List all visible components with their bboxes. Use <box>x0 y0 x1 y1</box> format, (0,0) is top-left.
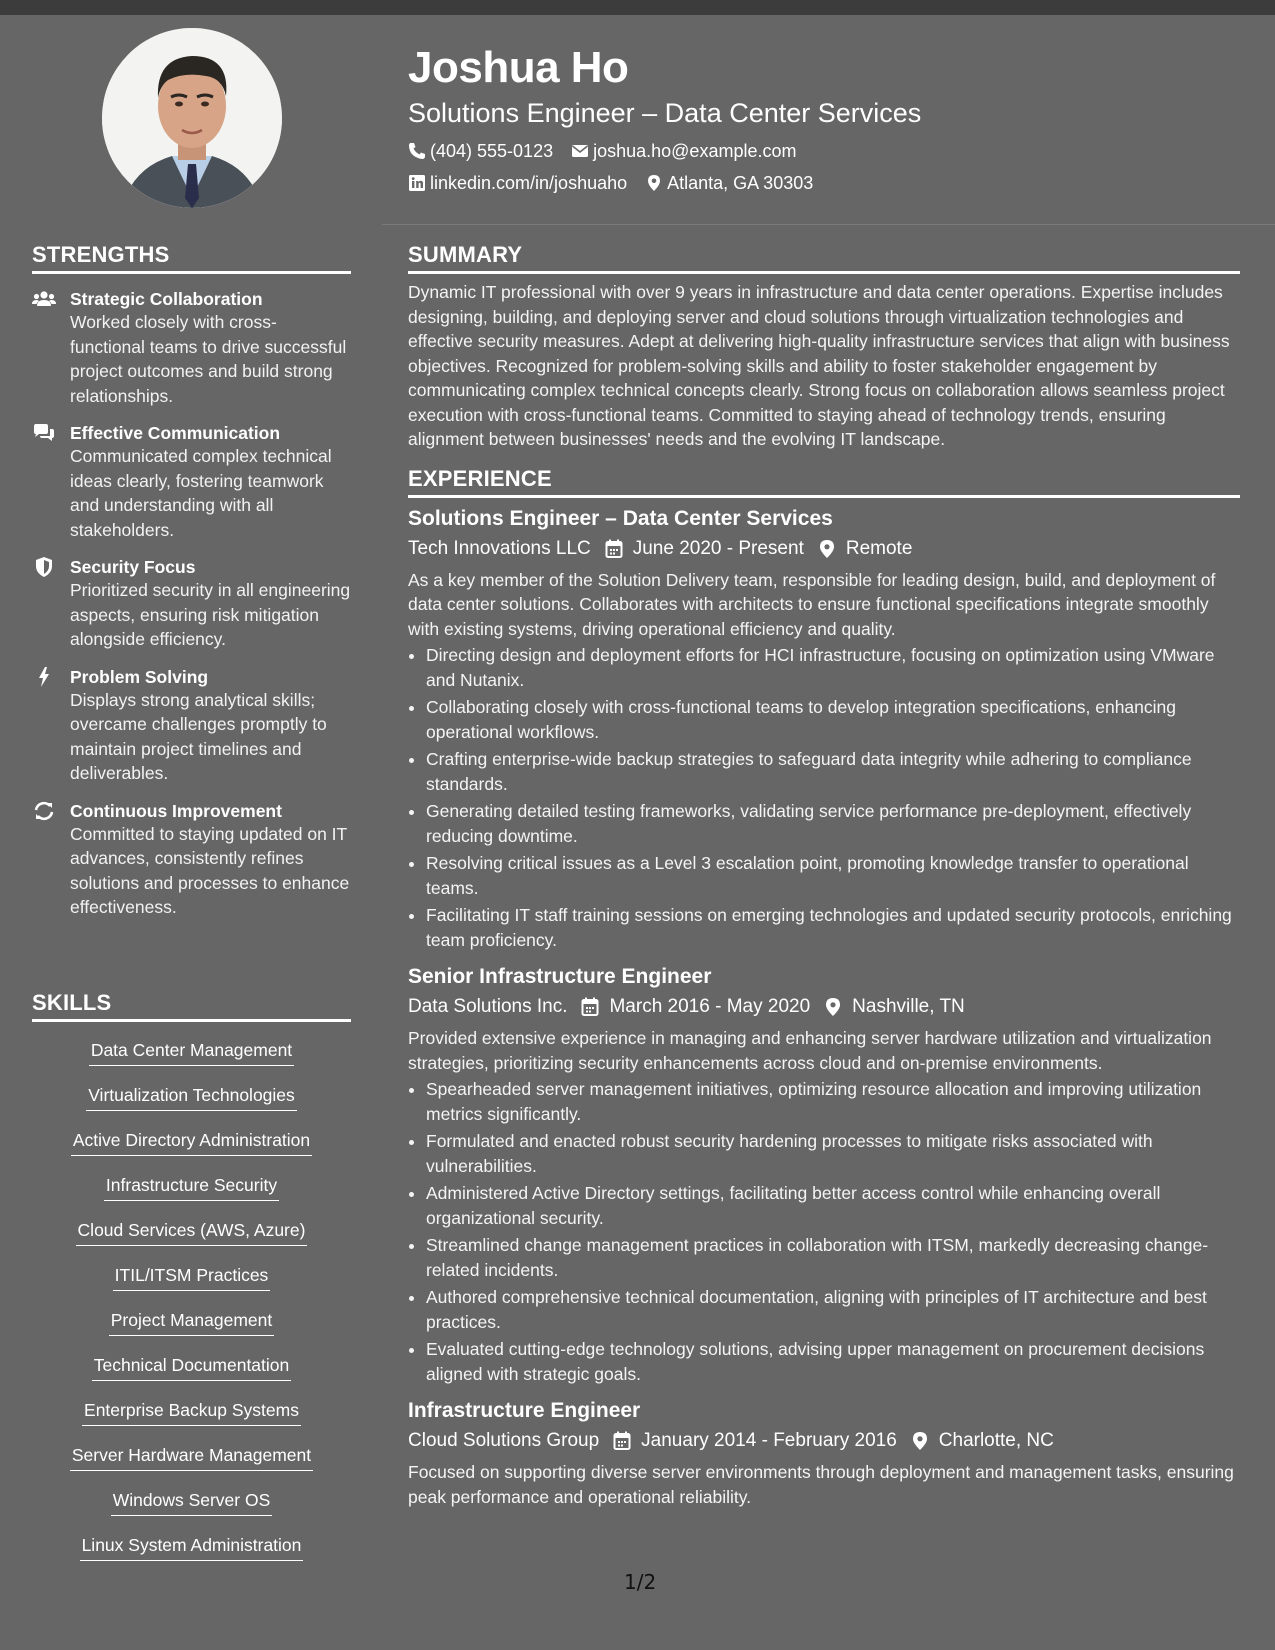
strength-description: Committed to staying updated on IT advances, consistently refines solutions and processes to enhance effectiveness. <box>70 823 350 917</box>
comments-icon <box>32 423 56 443</box>
page-number: 1/2 <box>624 1570 657 1594</box>
job-bullet: • Spearheaded server management initiatives, optimizing resource allocation and improving utilization metrics significantly. <box>426 1077 1240 1126</box>
summary-text: Dynamic IT professional with over 9 years in infrastructure and data center operations. Expertise includes designing, building, and deploying server and cloud solutions through virtualization technologies and effective security measures. Adept at delivering high-quality infrastructure services that align with business objectives. Recognized for problem-solving skills and ability to foster stakeholder engagement by communicating complex technical concepts clearly. Strong focus on collaboration allows seamless project execution with cross-functional teams. Committed to staying ahead of technology trends, ensuring alignment between businesses' needs and the evolving IT landscape. <box>408 282 1230 449</box>
skill-item <box>32 1488 351 1533</box>
phone-icon <box>408 142 426 160</box>
job-dates: June 2020 - Present <box>632 537 804 559</box>
skill-label: Server Hardware Management <box>70 1443 313 1471</box>
job-dates: March 2016 - May 2020 <box>609 996 811 1017</box>
strength-description: Prioritized security in all engineering aspects, ensuring risk mitigation alongside efficiency. <box>70 580 351 649</box>
skill-label: Project Management <box>109 1308 274 1336</box>
job-description: Focused on supporting diverse server environments through deployment and management tasks, ensuring peak performance and operational reliability. <box>408 1462 1234 1507</box>
skill-label: Windows Server OS <box>111 1488 273 1516</box>
skill-label: Data Center Management <box>89 1038 294 1066</box>
skills-section <box>32 990 351 1578</box>
job-company: Data Solutions Inc. <box>408 996 568 1017</box>
calendar-icon <box>613 1431 631 1451</box>
job-bullet: • Facilitating IT staff training sessions on emerging technologies and updated security protocols, enriching team proficiency. <box>426 903 1240 952</box>
strength-item <box>32 556 351 652</box>
skill-label: Linux System Administration <box>80 1533 304 1561</box>
users-icon <box>32 289 56 309</box>
email-contact[interactable] <box>571 140 796 162</box>
strength-item <box>32 800 351 920</box>
phone-contact <box>408 140 553 162</box>
job-bullet: • Authored comprehensive technical documentation, aligning with principles of IT architecture and best practices. <box>426 1285 1240 1334</box>
skill-item <box>32 1038 351 1083</box>
linkedin-text: linkedin.com/in/joshuaho <box>430 173 628 193</box>
skill-label: Virtualization Technologies <box>86 1083 297 1111</box>
skill-item <box>32 1128 351 1173</box>
summary-heading: SUMMARY <box>408 242 1240 274</box>
contact-row <box>408 140 1238 162</box>
job-bullet: • Formulated and enacted robust security hardening processes to mitigate risks associated with vulnerabilities. <box>426 1129 1240 1178</box>
email-text: joshua.ho@example.com <box>593 141 797 161</box>
strength-title: Security Focus <box>70 557 196 577</box>
job-company: Tech Innovations LLC <box>408 537 591 559</box>
map-pin-icon <box>911 1431 929 1451</box>
envelope-icon <box>571 142 589 160</box>
strength-title: Continuous Improvement <box>70 800 282 821</box>
map-pin-icon <box>645 174 663 192</box>
experience-entry <box>408 964 1240 1386</box>
calendar-icon <box>605 539 623 559</box>
strength-title: Problem Solving <box>70 666 209 687</box>
linkedin-contact[interactable] <box>408 172 627 194</box>
job-bullet: • Resolving critical issues as a Level 3 escalation point, promoting knowledge transfer to operational teams. <box>426 851 1240 900</box>
shield-icon <box>32 557 56 577</box>
candidate-title: Solutions Engineer – Data Center Services <box>408 98 922 128</box>
calendar-icon <box>581 997 599 1017</box>
contact-row <box>408 172 1238 194</box>
skills-heading: SKILLS <box>32 990 351 1022</box>
job-bullet: • Evaluated cutting-edge technology solutions, advising upper management on procurement decisions aligned with strategic goals. <box>426 1337 1240 1386</box>
experience-heading: EXPERIENCE <box>408 466 1240 498</box>
bolt-icon <box>32 667 56 687</box>
job-bullet: • Collaborating closely with cross-functional teams to develop integration specifications, enhancing operational workflows. <box>426 695 1240 744</box>
skill-label: Cloud Services (AWS, Azure) <box>76 1218 308 1246</box>
strengths-section <box>32 242 351 920</box>
job-role: Senior Infrastructure Engineer <box>408 965 712 988</box>
job-role: Solutions Engineer – Data Center Services <box>408 506 833 530</box>
resume-header <box>408 40 1238 194</box>
job-role: Infrastructure Engineer <box>408 1399 641 1422</box>
strength-title: Effective Communication <box>70 423 281 443</box>
job-bullet: • Crafting enterprise-wide backup strategies to safeguard data integrity while adhering to compliance standards. <box>426 747 1240 796</box>
map-pin-icon <box>818 539 836 559</box>
map-pin-icon <box>824 997 842 1017</box>
strength-item <box>32 422 351 542</box>
job-company: Cloud Solutions Group <box>408 1430 600 1451</box>
job-location: Nashville, TN <box>852 996 965 1017</box>
job-description: Provided extensive experience in managing and enhancing server hardware utilization and virtualization strategies, prioritizing security enhancements across cloud and on-premise environments. <box>408 1028 1212 1073</box>
job-bullet: • Generating detailed testing frameworks, validating service performance pre-deployment, effectively reducing downtime. <box>426 799 1240 848</box>
skill-label: Technical Documentation <box>92 1353 292 1381</box>
job-bullet: • Administered Active Directory settings, facilitating better access control while enhancing overall organizational security. <box>426 1181 1240 1230</box>
header-divider <box>382 224 1275 225</box>
phone-text: (404) 555-0123 <box>430 141 554 161</box>
skill-item <box>32 1083 351 1128</box>
experience-entry <box>408 506 1240 953</box>
skill-item <box>32 1263 351 1308</box>
strength-description: Worked closely with cross-functional teams to drive successful project outcomes and build strong relationships. <box>70 312 347 406</box>
skill-item <box>32 1398 351 1443</box>
candidate-name: Joshua Ho <box>408 43 629 92</box>
skill-item <box>32 1353 351 1398</box>
location-contact <box>645 172 813 194</box>
linkedin-icon <box>408 174 426 192</box>
skill-label: Enterprise Backup Systems <box>82 1398 301 1426</box>
strength-item <box>32 288 351 408</box>
skill-item <box>32 1443 351 1488</box>
job-bullet: • Directing design and deployment efforts for HCI infrastructure, focusing on optimization using VMware and Nutanix. <box>426 643 1240 692</box>
job-meta <box>408 994 1240 1020</box>
main-column <box>408 242 1240 1509</box>
job-description: As a key member of the Solution Delivery team, responsible for leading design, build, and deployment of data center solutions. Collaborates with architects to ensure functional specifications integrate smoothly with existing systems, driving operational efficiency and quality. <box>408 569 1216 639</box>
job-location: Remote <box>845 537 913 559</box>
skills-list <box>32 1038 351 1578</box>
skill-label: ITIL/ITSM Practices <box>113 1263 271 1291</box>
job-bullets <box>408 1077 1240 1386</box>
strength-title: Strategic Collaboration <box>70 289 263 309</box>
skill-item <box>32 1308 351 1353</box>
skill-item <box>32 1533 351 1578</box>
location-text: Atlanta, GA 30303 <box>667 173 814 193</box>
skill-item <box>32 1218 351 1263</box>
job-dates: January 2014 - February 2016 <box>641 1430 897 1451</box>
skill-item <box>32 1173 351 1218</box>
job-meta <box>408 1428 1240 1454</box>
strength-description: Displays strong analytical skills; overcame challenges promptly to maintain project timelines and deliverables. <box>70 689 327 783</box>
skill-label: Active Directory Administration <box>71 1128 312 1156</box>
sync-icon <box>32 801 56 821</box>
strength-description: Communicated complex technical ideas clearly, fostering teamwork and understanding with all stakeholders. <box>70 446 332 540</box>
job-bullets <box>408 643 1240 952</box>
skill-label: Infrastructure Security <box>104 1173 279 1201</box>
profile-photo <box>102 28 282 208</box>
strengths-heading: STRENGTHS <box>32 242 351 274</box>
strength-item <box>32 666 351 786</box>
experience-entry <box>408 1398 1240 1509</box>
job-bullet: • Streamlined change management practices in collaboration with ITSM, markedly decreasing change-related incidents. <box>426 1233 1240 1282</box>
job-location: Charlotte, NC <box>938 1430 1054 1451</box>
job-meta <box>408 536 1240 562</box>
page-top-bar <box>0 0 1275 15</box>
